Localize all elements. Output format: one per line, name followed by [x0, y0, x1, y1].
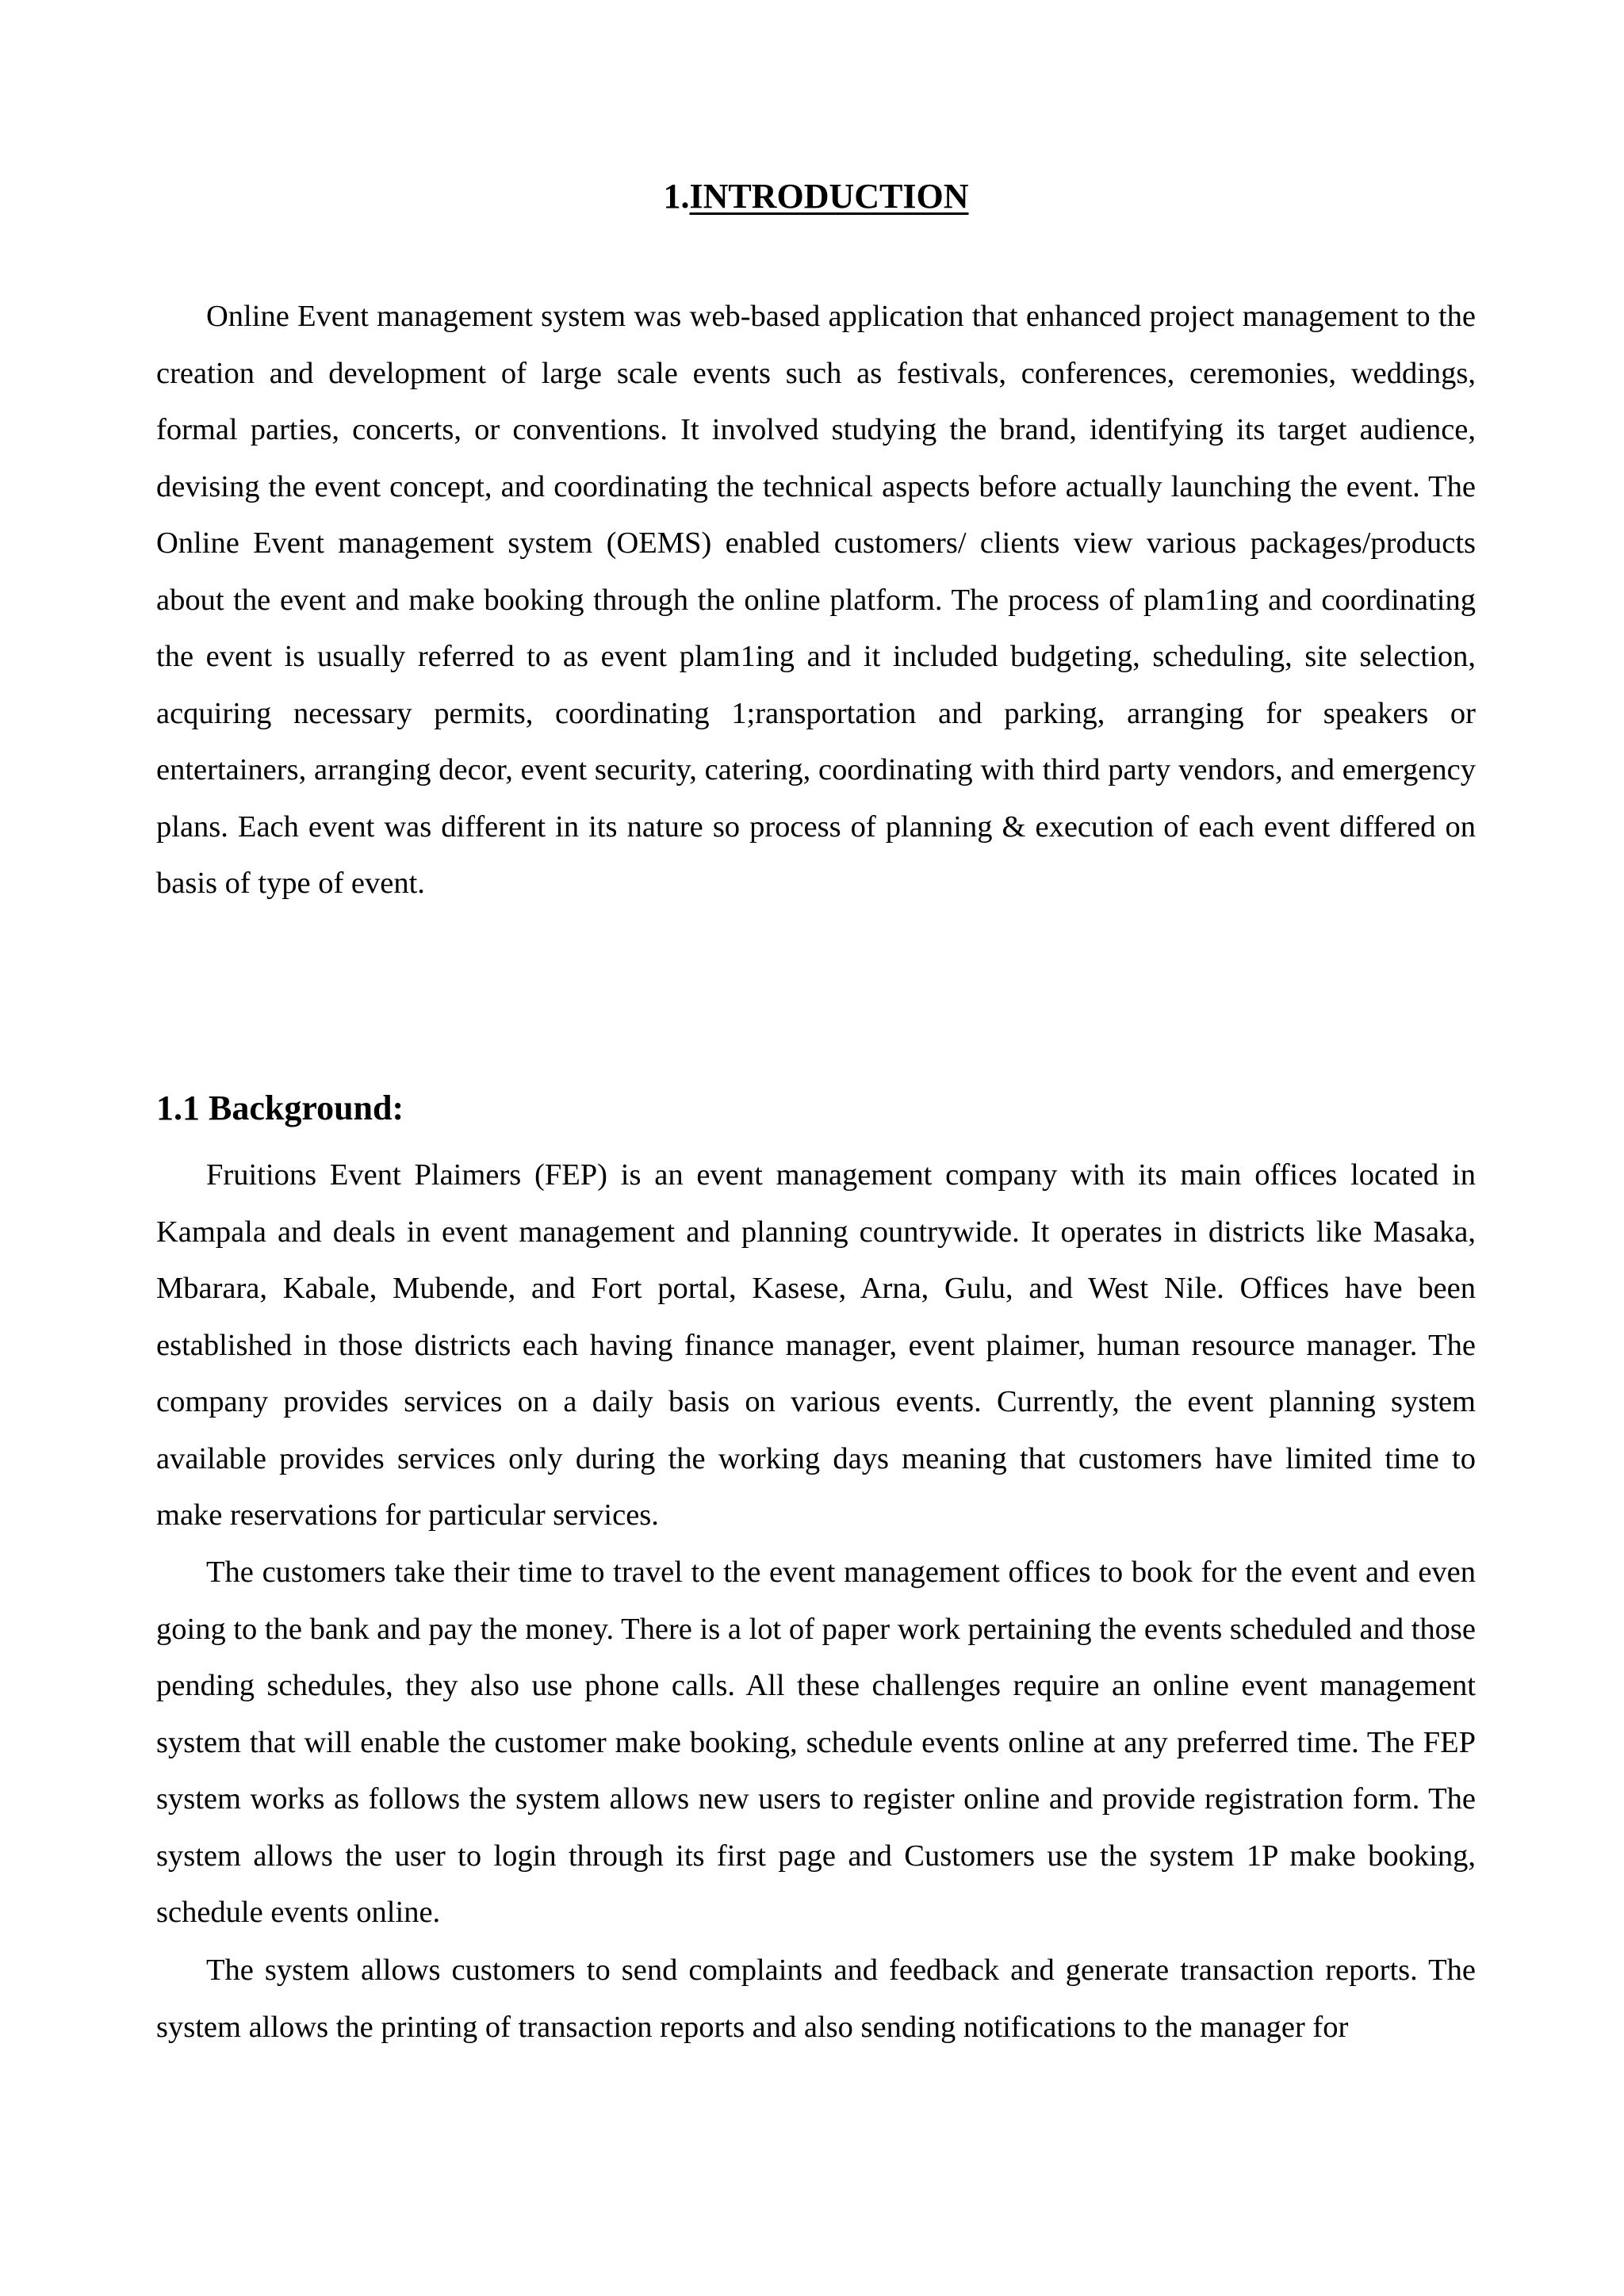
intro-paragraph: Online Event management system was web-based application that enhanced project management to the creation and development of large scale events such as festivals, conferences, ceremonies, weddings, formal parties, concerts, or conventions. It involved studying the brand, identifying its target audience, devising the event concept, and coordinating the technical aspects before actually launching the event. The Online Event management system (OEMS) enabled customers/ clients view various packages/products about the event and make booking through the online platform. The process of plam1ing and coordinating the event is usually referred to as event plam1ing and it included budgeting, scheduling, site selection, acquiring necessary permits, coordinating 1;ransportation and parking, arranging for speakers or entertainers, arranging decor, event security, catering, coordinating with third party vendors, and emergency plans. Each event was different in its nature so process of planning & execution of each event differed on basis of type of event. [156, 300, 1476, 900]
chapter-heading [156, 174, 1476, 219]
background-paragraph-3: The system allows customers to send complaints and feedback and generate transaction reports. The system allows the printing of transaction reports and also sending notifications to the manager for [156, 1954, 1476, 2044]
background-paragraph-1: Fruitions Event Plaimers (FEP) is an event management company with its main offices located in Kampala and deals in event management and planning countrywide. It operates in districts like Masaka, Mbarara, Kabale, Mubende, and Fort portal, Kasese, Arna, Gulu, and West Nile. Offices have been established in those districts each having finance manager, event plaimer, human resource manager. The company provides services on a daily basis on various events. Currently, the event planning system available provides services only during the working days meaning that customers have limited time to make reservations for particular services. [156, 1158, 1476, 1532]
chapter-title: INTRODUCTION [689, 177, 969, 216]
section-heading: 1.1 Background: [156, 1089, 404, 1127]
chapter-number: 1. [663, 177, 690, 216]
background-paragraph-2: The customers take their time to travel to the event management offices to book for the event and even going to the bank and pay the money. There is a lot of paper work pertaining the events scheduled and those pending schedules, they also use phone calls. All these challenges require an online event management system that will enable the customer make booking, schedule events online at any preferred time. The FEP system works as follows the system allows new users to register online and provide registration form. The system allows the user to login through its first page and Customers use the system 1P make booking, schedule events online. [156, 1556, 1476, 1929]
